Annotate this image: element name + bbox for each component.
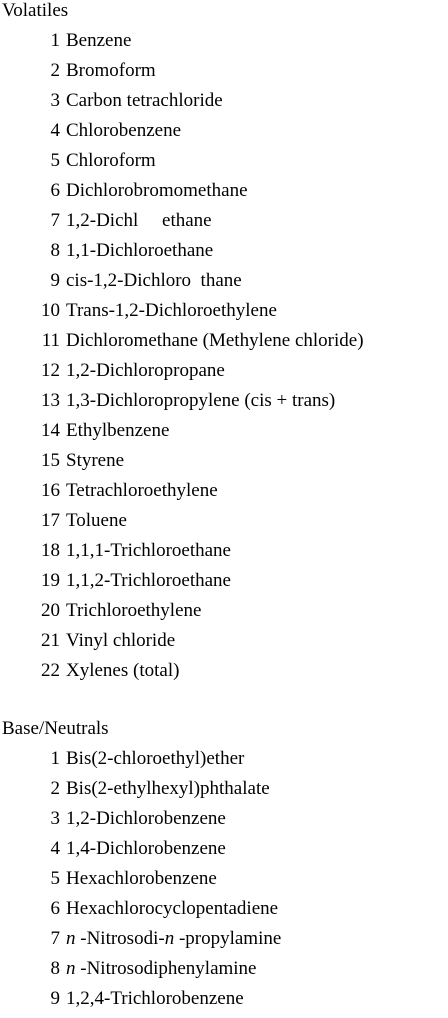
item-number: 7 bbox=[50, 928, 60, 949]
item-number: 18 bbox=[41, 540, 60, 561]
compound-name: Benzene bbox=[66, 30, 132, 51]
list-item bbox=[0, 360, 364, 390]
item-number: 12 bbox=[41, 360, 60, 381]
list-item bbox=[0, 630, 364, 660]
list-item bbox=[0, 30, 364, 60]
item-number: 14 bbox=[41, 420, 60, 441]
compound-name: Styrene bbox=[66, 450, 125, 471]
compound-name: 1,4-Dichlorobenzene bbox=[66, 838, 226, 859]
compound-name: Vinyl chloride bbox=[66, 630, 176, 651]
list-item bbox=[0, 450, 364, 480]
item-number: 9 bbox=[50, 270, 60, 291]
base-neutrals-list bbox=[0, 748, 281, 1018]
item-number: 10 bbox=[41, 300, 60, 321]
list-item bbox=[0, 210, 364, 240]
item-number: 3 bbox=[50, 808, 60, 829]
item-number: 5 bbox=[50, 868, 60, 889]
item-number: 6 bbox=[50, 898, 60, 919]
item-number: 4 bbox=[50, 120, 60, 141]
compound-name: Hexachlorobenzene bbox=[66, 868, 217, 889]
compound-name: 1,2-Dichl ethane bbox=[66, 210, 212, 231]
list-item bbox=[0, 420, 364, 450]
item-number: 22 bbox=[41, 660, 60, 681]
item-number: 19 bbox=[41, 570, 60, 591]
list-item bbox=[0, 270, 364, 300]
list-item bbox=[0, 510, 364, 540]
list-item bbox=[0, 838, 281, 868]
compound-name: 1,2-Dichlorobenzene bbox=[66, 808, 226, 829]
compound-name: 1,2-Dichloropropane bbox=[66, 360, 225, 381]
item-number: 6 bbox=[50, 180, 60, 201]
compound-name: Carbon tetrachloride bbox=[66, 90, 223, 111]
compound-name: Chlorobenzene bbox=[66, 120, 182, 141]
compound-name: n -Nitrosodiphenylamine bbox=[66, 958, 257, 979]
compound-name: n -Nitrosodi-n -propylamine bbox=[66, 928, 282, 949]
item-number: 17 bbox=[41, 510, 60, 531]
list-item bbox=[0, 988, 281, 1018]
list-item bbox=[0, 60, 364, 90]
list-item bbox=[0, 150, 364, 180]
list-item bbox=[0, 898, 281, 928]
item-number: 11 bbox=[41, 330, 60, 351]
list-item bbox=[0, 600, 364, 630]
list-item bbox=[0, 868, 281, 898]
list-item bbox=[0, 240, 364, 270]
compound-name: cis-1,2-Dichloro thane bbox=[66, 270, 242, 291]
compound-name: Hexachlorocyclopentadiene bbox=[66, 898, 279, 919]
list-item bbox=[0, 120, 364, 150]
compound-name: 1,1,2-Trichloroethane bbox=[66, 570, 231, 591]
list-item bbox=[0, 180, 364, 210]
list-item bbox=[0, 778, 281, 808]
item-number: 8 bbox=[50, 958, 60, 979]
item-number: 21 bbox=[41, 630, 60, 651]
item-number: 16 bbox=[41, 480, 60, 501]
list-item bbox=[0, 958, 281, 988]
compound-name: Toluene bbox=[66, 510, 127, 531]
list-item bbox=[0, 808, 281, 838]
list-item bbox=[0, 480, 364, 510]
list-item bbox=[0, 570, 364, 600]
compound-name: Trichloroethylene bbox=[66, 600, 202, 621]
section-heading-base-neutrals: Base/Neutrals bbox=[2, 718, 109, 739]
compound-name: Bromoform bbox=[66, 60, 156, 81]
compound-name: Bis(2-ethylhexyl)phthalate bbox=[66, 778, 270, 799]
compound-name: Trans-1,2-Dichloroethylene bbox=[66, 300, 277, 321]
compound-name: 1,2,4-Trichlorobenzene bbox=[66, 988, 244, 1009]
compound-name: 1,1,1-Trichloroethane bbox=[66, 540, 231, 561]
compound-name: Dichlorobromomethane bbox=[66, 180, 248, 201]
item-number: 15 bbox=[41, 450, 60, 471]
item-number: 1 bbox=[50, 30, 60, 51]
list-item bbox=[0, 90, 364, 120]
list-item bbox=[0, 300, 364, 330]
item-number: 3 bbox=[50, 90, 60, 111]
item-number: 5 bbox=[50, 150, 60, 171]
item-number: 8 bbox=[50, 240, 60, 261]
compound-name: 1,3-Dichloropropylene (cis + trans) bbox=[66, 390, 336, 411]
list-item bbox=[0, 330, 364, 360]
list-item bbox=[0, 540, 364, 570]
compound-name: Ethylbenzene bbox=[66, 420, 170, 441]
item-number: 1 bbox=[50, 748, 60, 769]
item-number: 2 bbox=[50, 60, 60, 81]
list-item bbox=[0, 748, 281, 778]
item-number: 2 bbox=[50, 778, 60, 799]
list-item bbox=[0, 390, 364, 420]
item-number: 20 bbox=[41, 600, 60, 621]
item-number: 7 bbox=[50, 210, 60, 231]
compound-name: Xylenes (total) bbox=[66, 660, 180, 681]
list-item bbox=[0, 660, 364, 690]
compound-name: Chloroform bbox=[66, 150, 156, 171]
item-number: 13 bbox=[41, 390, 60, 411]
item-number: 4 bbox=[50, 838, 60, 859]
list-item bbox=[0, 928, 281, 958]
item-number: 9 bbox=[50, 988, 60, 1009]
compound-name: Dichloromethane (Methylene chloride) bbox=[66, 330, 364, 351]
compound-name: Tetrachloroethylene bbox=[66, 480, 218, 501]
section-heading-volatiles: Volatiles bbox=[2, 0, 69, 21]
compound-name: 1,1-Dichloroethane bbox=[66, 240, 214, 261]
volatiles-list bbox=[0, 30, 364, 690]
compound-name: Bis(2-chloroethyl)ether bbox=[66, 748, 245, 769]
